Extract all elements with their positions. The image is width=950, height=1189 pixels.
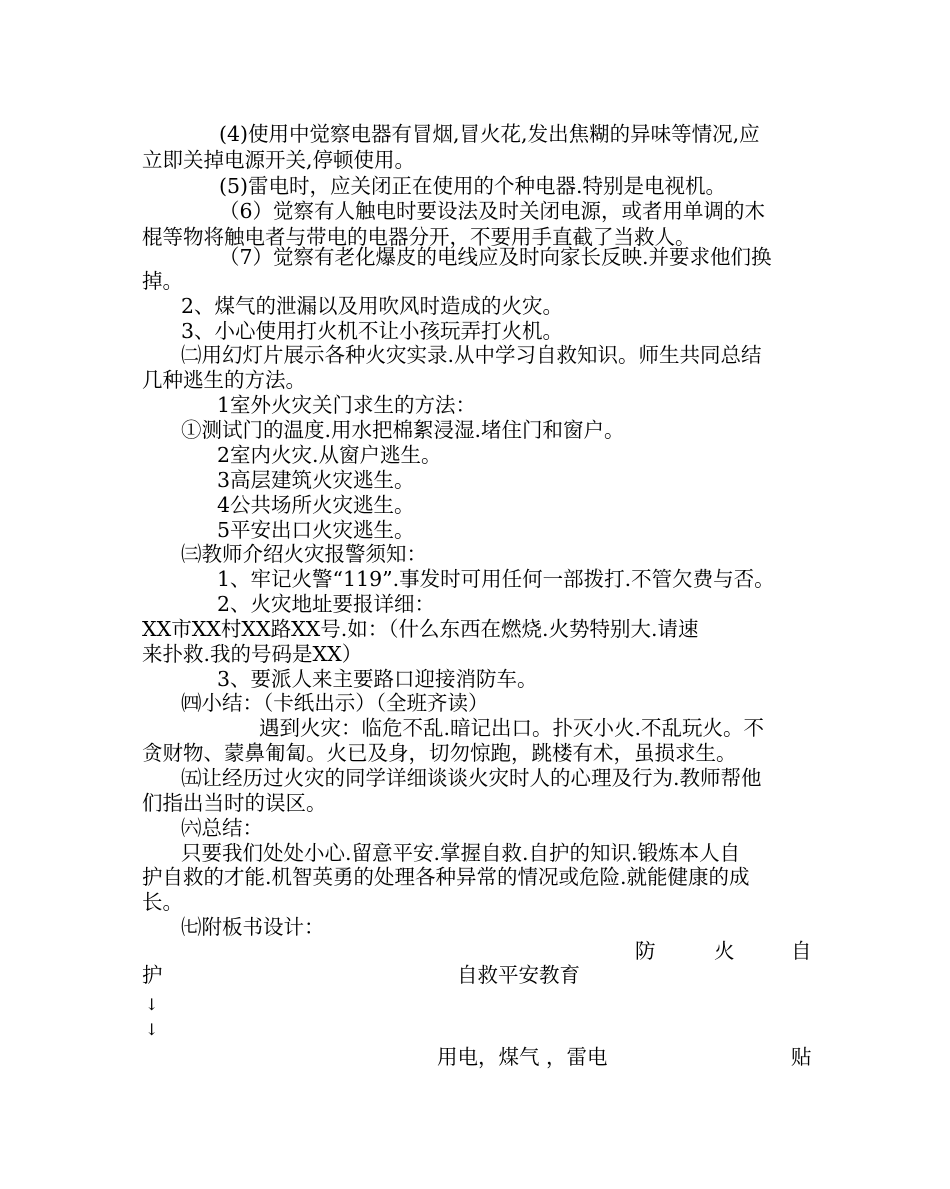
text-line: 3、要派人来主要路口迎接消防车。 — [217, 667, 538, 691]
text-line: 长。 — [142, 890, 183, 914]
board-word-hu: 护 — [142, 963, 163, 987]
text-line: 3、小心使用打火机不让小孩玩弄打火机。 — [181, 319, 564, 343]
text-line: 们指出当时的误区。 — [142, 791, 327, 815]
text-line: 2、煤气的泄漏以及用吹风时造成的火灾。 — [181, 294, 564, 318]
down-arrow-icon: ↓ — [145, 995, 159, 1014]
board-topics: 用电，煤气 ，雷电 — [437, 1045, 608, 1069]
text-line: ㈦附板书设计： — [181, 915, 325, 939]
text-line: ㈡用幻灯片展示各种火灾实录.从中学习自救知识。师生共同总结 — [181, 343, 762, 367]
text-line: 棍等物将触电者与带电的电器分开，不要用手直截了当救人。 — [142, 225, 696, 249]
text-line: (4)使用中觉察电器有冒烟,冒火花,发出焦糊的异味等情况,应 — [219, 122, 760, 146]
down-arrow-icon: ↓ — [145, 1020, 159, 1039]
text-line: 1室外火灾关门求生的方法： — [217, 393, 477, 417]
board-word-huo: 火 — [714, 939, 735, 963]
board-word-zi: 自 — [791, 939, 812, 963]
text-line: 来扑救.我的号码是XX） — [142, 642, 363, 666]
text-line: ㈢教师介绍火灾报警须知： — [181, 542, 427, 566]
text-line: ㈣小结：（卡纸出示）（全班齐读） — [181, 691, 489, 715]
board-center-title: 自救平安教育 — [457, 963, 580, 987]
text-line: 贪财物、蒙鼻匍匐。火已及身，切勿惊跑，跳楼有术，虽损求生。 — [142, 741, 737, 765]
text-line: 只要我们处处小心.留意平安.掌握自救.自护的知识.锻炼本人自 — [181, 841, 741, 865]
text-line: 2、火灾地址要报详细： — [217, 592, 436, 616]
text-line: 护自救的才能.机智英勇的处理各种异常的情况或危险.就能健康的成 — [142, 865, 750, 889]
text-line: (5)雷电时，应关闭正在使用的个种电器.特别是电视机。 — [219, 174, 727, 198]
text-line: 3高层建筑火灾逃生。 — [217, 468, 415, 492]
text-line: （7）觉察有老化爆皮的电线应及时向家长反映.并要求他们换 — [219, 245, 772, 269]
text-line: ㈥总结： — [181, 816, 263, 840]
text-line: 2室内火灾.从窗户逃生。 — [217, 443, 442, 467]
text-line: ㈤让经历过火灾的同学详细谈谈火灾时人的心理及行为.教师帮他 — [181, 766, 762, 790]
text-line: 1、牢记火警“119”.事发时可用任何一部拨打.不管欠费与否。 — [217, 567, 775, 591]
text-line: 5平安出口火灾逃生。 — [217, 518, 415, 542]
text-line: XX市XX村XX路XX号.如：（什么东西在燃烧.火势特别大.请速 — [142, 617, 699, 641]
text-line: （6）觉察有人触电时要设法及时关闭电源，或者用单调的木 — [219, 199, 766, 223]
text-line: 几种逃生的方法。 — [142, 368, 306, 392]
board-word-tie: 贴 — [791, 1045, 812, 1069]
text-line: ①测试门的温度.用水把棉絮浸湿.堵住门和窗户。 — [181, 418, 625, 442]
text-line: 遇到火灾：临危不乱.暗记出口。扑灭小火.不乱玩火。不 — [259, 716, 765, 740]
text-line: 掉。 — [142, 269, 183, 293]
text-line: 立即关掉电源开关,停顿使用。 — [142, 148, 416, 172]
text-line: 4公共场所火灾逃生。 — [217, 493, 415, 517]
board-word-fang: 防 — [635, 939, 656, 963]
